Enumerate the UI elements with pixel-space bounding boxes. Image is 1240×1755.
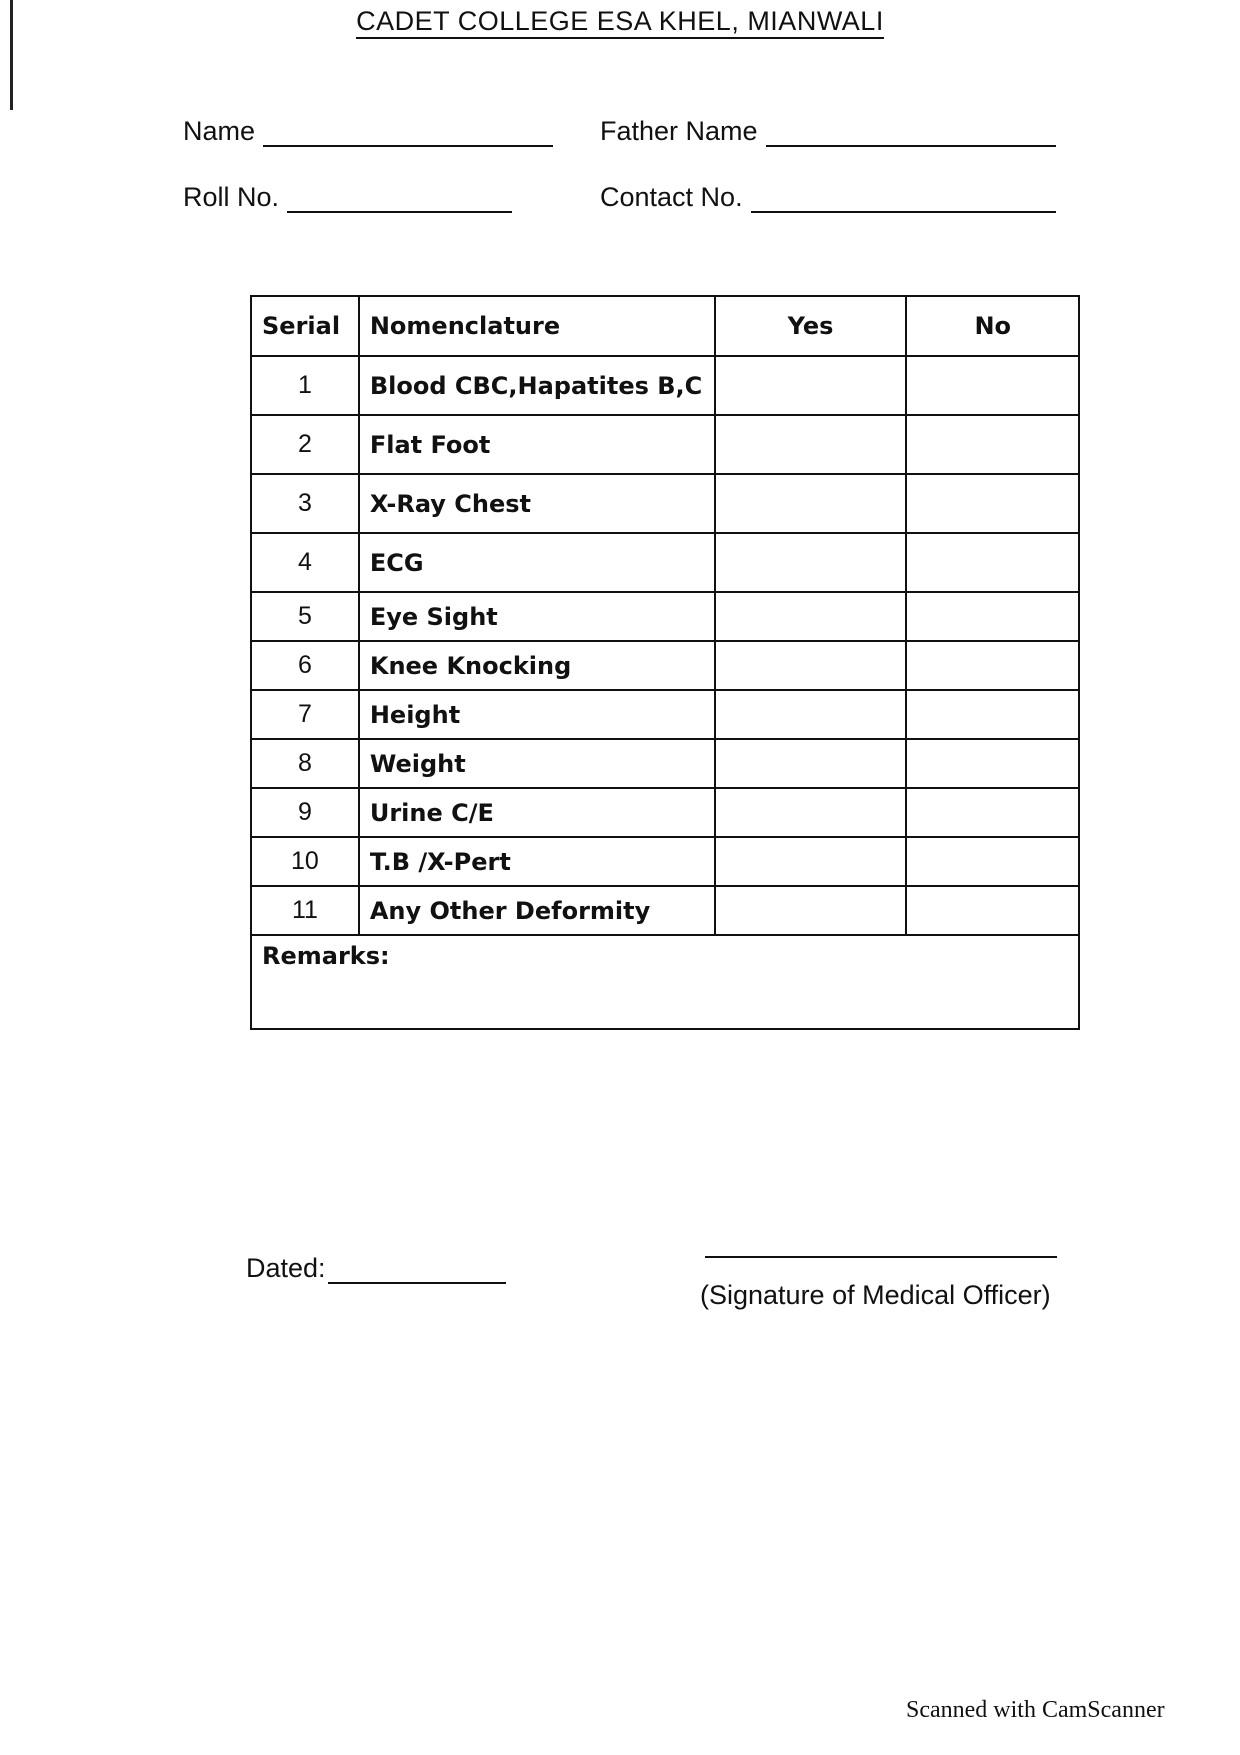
row-no-cell[interactable]	[906, 474, 1079, 533]
row-serial: 3	[251, 474, 359, 533]
contact-no-field[interactable]	[600, 182, 1056, 213]
row-serial: 10	[251, 837, 359, 886]
signature-line[interactable]	[705, 1256, 1057, 1258]
row-no-cell[interactable]	[906, 837, 1079, 886]
row-serial: 8	[251, 739, 359, 788]
roll-no-label: Roll No.	[183, 182, 280, 212]
table-row	[251, 641, 1079, 690]
table-row	[251, 837, 1079, 886]
row-item: X-Ray Chest	[359, 474, 715, 533]
row-no-cell[interactable]	[906, 788, 1079, 837]
row-item: Height	[359, 690, 715, 739]
row-item: Urine C/E	[359, 788, 715, 837]
row-yes-cell[interactable]	[715, 690, 907, 739]
row-no-cell[interactable]	[906, 533, 1079, 592]
dated-input-line[interactable]	[328, 1258, 506, 1284]
row-item: Flat Foot	[359, 415, 715, 474]
row-item: Knee Knocking	[359, 641, 715, 690]
signature-caption: (Signature of Medical Officer)	[700, 1280, 1051, 1310]
row-serial: 11	[251, 886, 359, 935]
row-item: T.B /X-Pert	[359, 837, 715, 886]
row-yes-cell[interactable]	[715, 356, 907, 415]
dated-field[interactable]	[246, 1253, 506, 1284]
row-no-cell[interactable]	[906, 739, 1079, 788]
table-row	[251, 592, 1079, 641]
table-row	[251, 415, 1079, 474]
table-row	[251, 533, 1079, 592]
table-row	[251, 474, 1079, 533]
row-item: ECG	[359, 533, 715, 592]
name-label: Name	[183, 116, 256, 146]
father-name-input-line[interactable]	[766, 119, 1056, 147]
row-item: Blood CBC,Hapatites B,C	[359, 356, 715, 415]
remarks-row	[251, 935, 1079, 1029]
roll-no-field[interactable]	[183, 182, 512, 213]
row-no-cell[interactable]	[906, 356, 1079, 415]
contact-no-label: Contact No.	[600, 182, 743, 212]
row-no-cell[interactable]	[906, 415, 1079, 474]
row-yes-cell[interactable]	[715, 641, 907, 690]
row-no-cell[interactable]	[906, 690, 1079, 739]
row-serial: 5	[251, 592, 359, 641]
row-no-cell[interactable]	[906, 592, 1079, 641]
table-row	[251, 356, 1079, 415]
row-serial: 9	[251, 788, 359, 837]
name-input-line[interactable]	[263, 119, 553, 147]
row-serial: 4	[251, 533, 359, 592]
roll-no-input-line[interactable]	[287, 185, 512, 213]
page-title: CADET COLLEGE ESA KHEL, MIANWALI	[0, 6, 1240, 37]
table-header-row	[251, 296, 1079, 356]
table-row	[251, 690, 1079, 739]
header-serial: Serial	[251, 296, 359, 356]
row-yes-cell[interactable]	[715, 592, 907, 641]
table-row	[251, 788, 1079, 837]
row-yes-cell[interactable]	[715, 474, 907, 533]
row-yes-cell[interactable]	[715, 415, 907, 474]
father-name-label: Father Name	[600, 116, 758, 146]
name-field[interactable]	[183, 116, 553, 147]
header-no: No	[906, 296, 1079, 356]
row-no-cell[interactable]	[906, 886, 1079, 935]
father-name-field[interactable]	[600, 116, 1056, 147]
row-serial: 7	[251, 690, 359, 739]
row-yes-cell[interactable]	[715, 788, 907, 837]
row-item: Eye Sight	[359, 592, 715, 641]
row-item: Weight	[359, 739, 715, 788]
row-serial: 2	[251, 415, 359, 474]
row-yes-cell[interactable]	[715, 533, 907, 592]
row-yes-cell[interactable]	[715, 886, 907, 935]
row-yes-cell[interactable]	[715, 739, 907, 788]
medical-checklist-table	[250, 295, 1080, 1030]
row-no-cell[interactable]	[906, 641, 1079, 690]
table-row	[251, 739, 1079, 788]
header-yes: Yes	[715, 296, 907, 356]
scanner-watermark: Scanned with CamScanner	[906, 1697, 1165, 1723]
row-yes-cell[interactable]	[715, 837, 907, 886]
table-row	[251, 886, 1079, 935]
remarks-label: Remarks:	[262, 942, 390, 970]
row-item: Any Other Deformity	[359, 886, 715, 935]
remarks-cell[interactable]	[251, 935, 1079, 1029]
contact-no-input-line[interactable]	[751, 185, 1056, 213]
row-serial: 1	[251, 356, 359, 415]
header-nomenclature: Nomenclature	[359, 296, 715, 356]
row-serial: 6	[251, 641, 359, 690]
dated-label: Dated:	[246, 1253, 326, 1283]
